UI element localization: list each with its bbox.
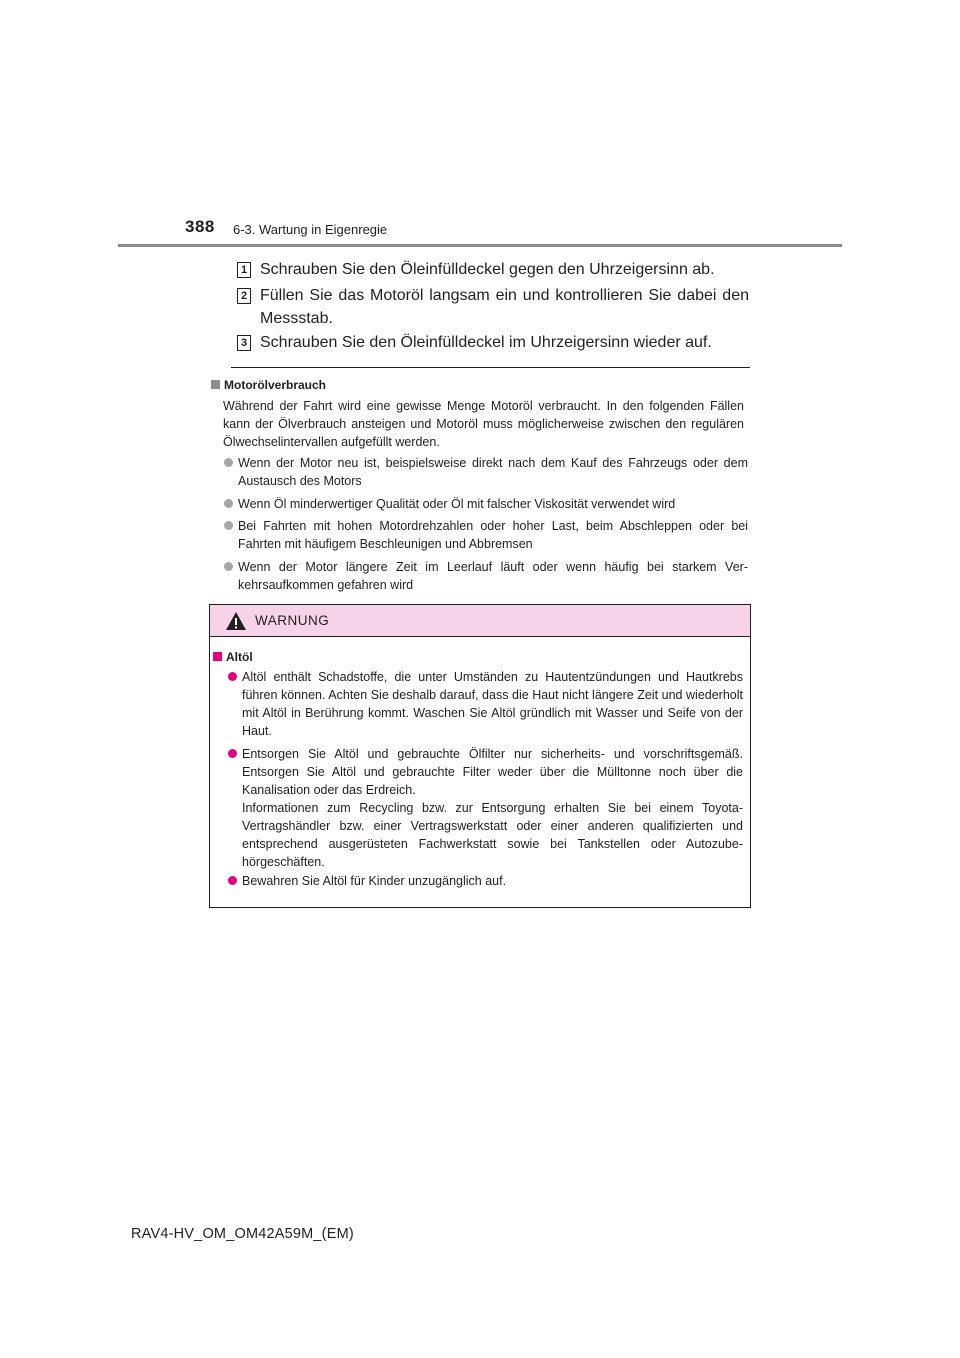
step-text: Schrauben Sie den Öleinfülldeckel im Uhrzeigersinn wieder auf. xyxy=(260,334,712,351)
note-bullet-item: Wenn Öl minderwertiger Qualität oder Öl mit falscher Viskosität verwendet wird xyxy=(238,495,748,513)
note-body: Während der Fahrt wird eine gewisse Menge Motoröl verbraucht. In den folgenden Fällen kann der Ölverbrauch ansteigen und Motoröl muss möglicherweise zwischen den regulären Ölwechselintervallen aufgefüllt werden. xyxy=(223,399,744,449)
page-number: 388 xyxy=(185,217,215,236)
step-number-badge: 1 xyxy=(237,262,251,278)
bullet-dot-icon xyxy=(224,458,233,467)
note-heading: Motorölverbrauch xyxy=(224,378,327,392)
warning-bullet-item: Entsorgen Sie Altöl und gebrauchte Ölfilter nur sicherheits- und vorschriftsgemäß. Entsorgen Sie Altöl und gebrauchte Filter weder über die Mülltonne noch über die Kanalisation oder das Erdreich. xyxy=(242,745,743,799)
warning-title: WARNUNG xyxy=(255,613,330,628)
bullet-dot-icon xyxy=(228,672,237,681)
warning-bullet-item: Altöl enthält Schadstoffe, die unter Umständen zu Hautentzündungen und Hautkrebs führen können. Achten Sie deshalb darauf, dass die Haut nicht längere Zeit und wiederholt mit Altöl in Berührung kommt. Waschen Sie Altöl gründlich mit Wasser und Seife von der Haut. xyxy=(242,668,743,740)
warning-heading: Altöl xyxy=(226,650,253,664)
step-text: Schrauben Sie den Öleinfülldeckel gegen den Uhrzeigersinn ab. xyxy=(260,261,715,278)
step-number-badge: 3 xyxy=(237,335,251,351)
bullet-dot-icon xyxy=(224,499,233,508)
warning-bullet-item: Bewahren Sie Altöl für Kinder unzugänglich auf. xyxy=(242,872,743,890)
warning-paragraph: Informationen zum Recycling bzw. zur Entsorgung erhalten Sie bei einem Toyota-Vertragshändler bzw. einer Vertragswerkstatt oder einer anderen qualifizierten und entsprechend ausgerüsteten Fachwerkstatt sowie bei Tankstellen oder Autozubehörgeschäften. xyxy=(242,801,743,869)
step-number-badge: 2 xyxy=(237,288,251,304)
bullet-dot-icon xyxy=(224,562,233,571)
square-bullet-icon xyxy=(211,380,220,389)
square-bullet-icon xyxy=(213,652,222,661)
step-text: Füllen Sie das Motoröl langsam ein und kontrollieren Sie dabei den Messstab. xyxy=(260,287,749,327)
note-bullet-item: Bei Fahrten mit hohen Motordrehzahlen oder hoher Last, beim Abschleppen oder bei Fahrten mit häufigem Beschleunigen und Abbremsen xyxy=(238,517,748,553)
header-divider xyxy=(118,244,842,247)
note-bullet-item: Wenn der Motor längere Zeit im Leerlauf läuft oder wenn häufig bei starkem Verkehrsaufkommen gefahren wird xyxy=(238,558,748,594)
warning-triangle-icon xyxy=(225,611,247,631)
warning-heading-row xyxy=(213,648,253,666)
bullet-dot-icon xyxy=(224,521,233,530)
step-2 xyxy=(237,284,749,330)
warning-box xyxy=(209,604,751,908)
step-1 xyxy=(237,258,749,281)
warning-header xyxy=(210,605,750,637)
section-title: 6-3. Wartung in Eigenregie xyxy=(233,222,388,237)
document-code: RAV4-HV_OM_OM42A59M_(EM) xyxy=(131,1226,354,1242)
bullet-dot-icon xyxy=(228,749,237,758)
note-bullet-item: Wenn der Motor neu ist, beispielsweise direkt nach dem Kauf des Fahrzeugs oder dem Austausch des Motors xyxy=(238,454,748,490)
note-heading-row xyxy=(211,376,751,394)
bullet-dot-icon xyxy=(228,876,237,885)
step-3 xyxy=(237,331,749,354)
steps-divider xyxy=(231,367,750,368)
